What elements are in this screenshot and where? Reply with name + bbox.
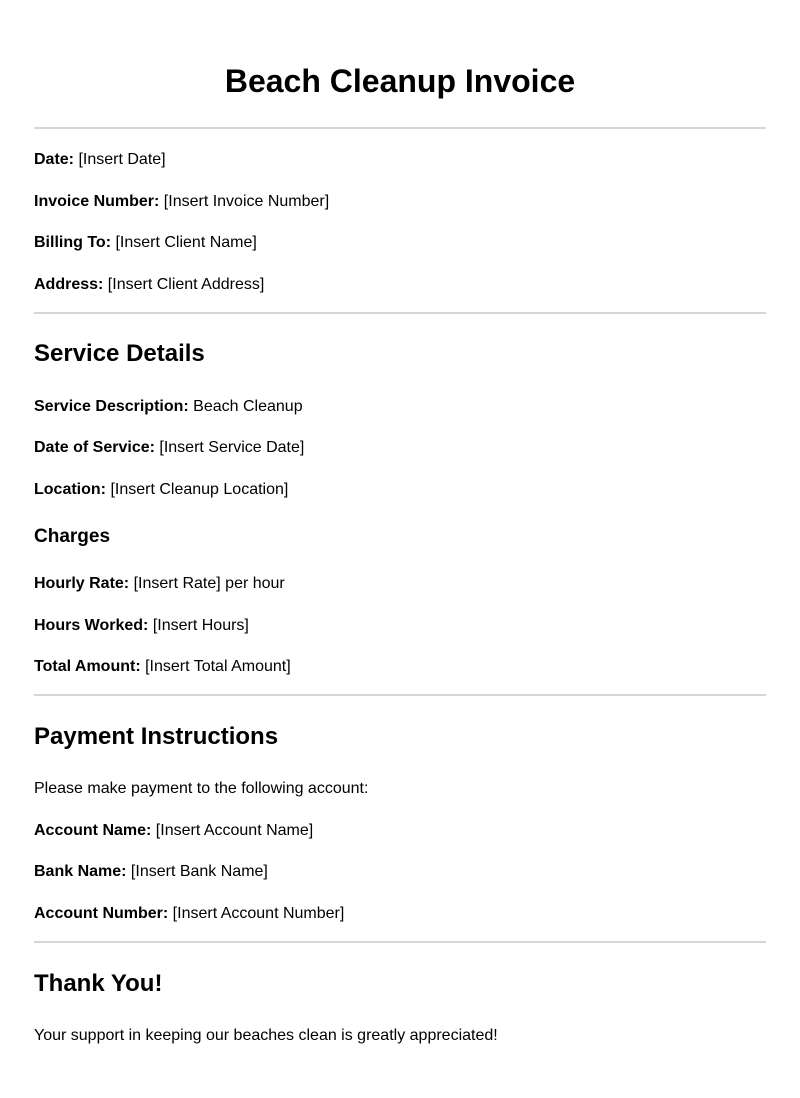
date-label: Date: [34, 151, 75, 168]
page-title: Beach Cleanup Invoice [224, 63, 576, 99]
date-line [34, 150, 166, 170]
service-description-line [34, 397, 303, 417]
date-of-service-value: [Insert Service Date] [154, 439, 305, 456]
payment-instructions-heading: Payment Instructions [34, 723, 279, 750]
address-value: [Insert Client Address] [103, 276, 265, 293]
divider [34, 694, 766, 696]
hourly-rate-line [34, 574, 285, 594]
thank-you-heading: Thank You! [34, 970, 163, 997]
hourly-rate-value: [Insert Rate] per hour [129, 575, 285, 592]
billing-to-label: Billing To: [34, 234, 112, 251]
location-line [34, 480, 288, 500]
account-number-label: Account Number: [34, 905, 169, 922]
location-value: [Insert Cleanup Location] [106, 481, 289, 498]
bank-name-value: [Insert Bank Name] [126, 863, 268, 880]
thank-you-message: Your support in keeping our beaches clean is greatly appreciated! [34, 1027, 498, 1044]
hours-worked-label: Hours Worked: [34, 617, 149, 634]
account-name-label: Account Name: [34, 822, 152, 839]
location-label: Location: [34, 481, 106, 498]
bank-name-label: Bank Name: [34, 863, 127, 880]
date-value: [Insert Date] [74, 151, 166, 168]
divider [34, 941, 766, 943]
total-amount-label: Total Amount: [34, 658, 141, 675]
address-label: Address: [34, 276, 104, 293]
charges-heading: Charges [34, 526, 111, 547]
account-name-value: [Insert Account Name] [151, 822, 314, 839]
hourly-rate-label: Hourly Rate: [34, 575, 130, 592]
account-number-value: [Insert Account Number] [168, 905, 345, 922]
divider [34, 312, 766, 314]
invoice-number-value: [Insert Invoice Number] [159, 193, 330, 210]
service-details-heading: Service Details [34, 340, 205, 367]
date-of-service-label: Date of Service: [34, 439, 155, 456]
divider [34, 127, 766, 129]
hours-worked-line [34, 616, 249, 636]
payment-intro: Please make payment to the following account: [34, 780, 369, 797]
service-description-label: Service Description: [34, 398, 189, 415]
service-description-value: Beach Cleanup [188, 398, 303, 415]
billing-to-line [34, 233, 257, 253]
address-line [34, 275, 264, 295]
date-of-service-line [34, 438, 304, 458]
total-amount-value: [Insert Total Amount] [140, 658, 291, 675]
hours-worked-value: [Insert Hours] [148, 617, 249, 634]
billing-to-value: [Insert Client Name] [111, 234, 257, 251]
account-number-line [34, 904, 344, 924]
total-amount-line [34, 657, 291, 677]
bank-name-line [34, 862, 268, 882]
account-name-line [34, 821, 313, 841]
invoice-number-label: Invoice Number: [34, 193, 160, 210]
invoice-number-line [34, 192, 329, 212]
